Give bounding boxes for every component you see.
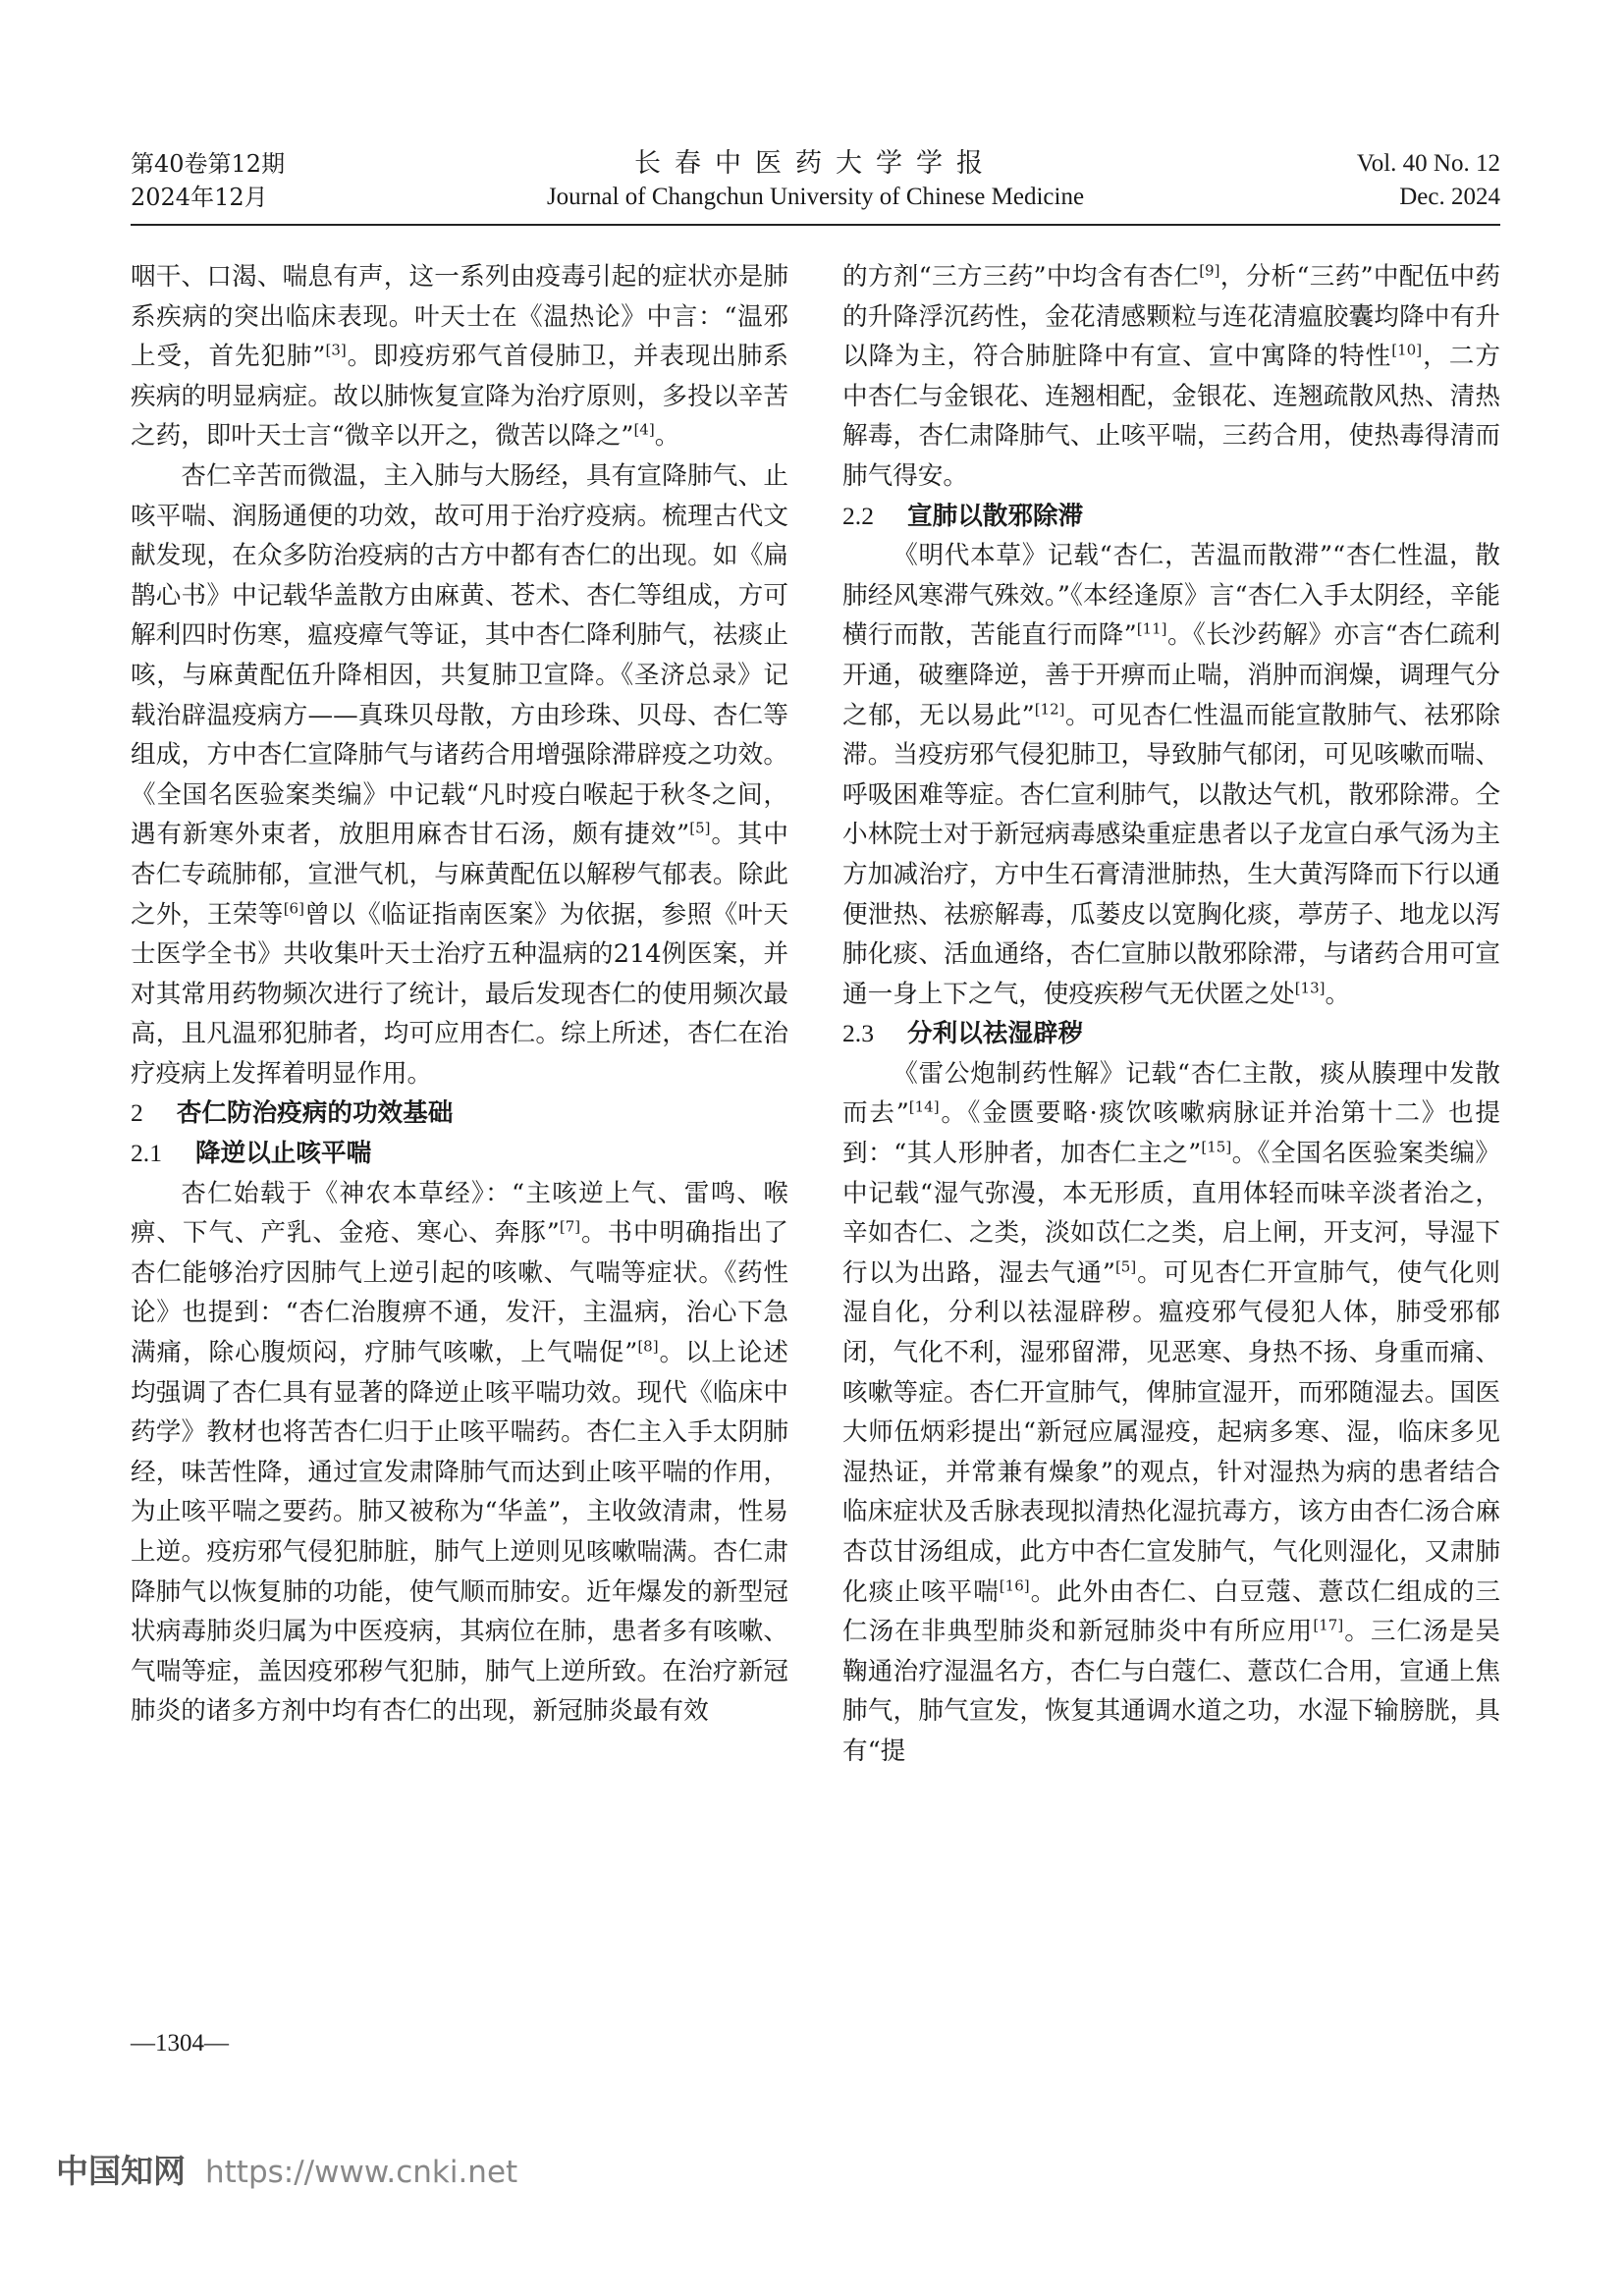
citation[interactable]: [14] <box>908 1097 940 1116</box>
paragraph: 杏仁始载于《神农本草经》：“主咳逆上气、雷鸣、喉痹、下气、产乳、金疮、寒心、奔豚”[7]。书中明确指出了杏仁能够治疗因肺气上逆引起的咳嗽、气喘等症状。《药性论》也提到：“杏仁治腹痹不通，发汗，主温病，治心下急满痛，除心腹烦闷，疗肺气咳嗽，上气喘促”[8]。以上论述均强调了杏仁具有显著的降逆止咳平喘功效。现代《临床中药学》教材也将苦杏仁归于止咳平喘药。杏仁主入手太阴肺经，味苦性降，通过宣发肃降肺气而达到止咳平喘的作用，为止咳平喘之要药。肺又被称为“华盖”，主收敛清肃，性易上逆。疫疠邪气侵犯肺脏，肺气上逆则见咳嗽喘满。杏仁肃降肺气以恢复肺的功能，使气顺而肺安。近年爆发的新型冠状病毒肺炎归属为中医疫病，其病位在肺，患者多有咳嗽、气喘等症，盖因疫邪秽气犯肺，肺气上逆所致。在治疗新冠肺炎的诸多方剂中均有杏仁的出现，新冠肺炎最有效 <box>131 1178 788 1727</box>
citation[interactable]: [10] <box>1391 341 1423 359</box>
citation[interactable]: [11] <box>1136 619 1167 638</box>
citation[interactable]: [17] <box>1313 1616 1344 1634</box>
paragraph: 咽干、口渴、喘息有声，这一系列由疫毒引起的症状亦是肺系疾病的突出临床表现。叶天士在《温热论》中言：“温邪上受，首先犯肺”[3]。即疫疠邪气首侵肺卫，并表现出肺系疾病的明显病症。故以肺恢复宣降为治疗原则，多投以辛苦之药，即叶天士言“微辛以开之，微苦以降之”[4]。 <box>131 262 788 452</box>
citation[interactable]: [5] <box>689 819 711 837</box>
cnki-url[interactable]: https://www.cnki.net <box>205 2155 518 2190</box>
subsection-heading: 2.1 降逆以止咳平喘 <box>131 1139 372 1169</box>
subsection-heading: 2.2 宣肺以散邪除滞 <box>842 501 1084 531</box>
subsection-heading: 2.3 分利以祛湿辟秽 <box>842 1019 1084 1049</box>
citation[interactable]: [9] <box>1199 261 1220 280</box>
cnki-watermark <box>56 2146 517 2192</box>
citation[interactable]: [6] <box>283 898 304 917</box>
journal-title-cn: 长春中医药大学学报 <box>634 148 997 179</box>
issue-date: 2024年12月 <box>131 184 268 211</box>
citation[interactable]: [8] <box>637 1337 659 1356</box>
citation[interactable]: [13] <box>1294 979 1326 997</box>
citation[interactable]: [3] <box>325 341 347 359</box>
paragraph: 《明代本草》记载“杏仁，苦温而散滞”“杏仁性温，散肺经风寒滞气殊效。”《本经逢原》言“杏仁入手太阴经，辛能横行而散，苦能直行而降”[11]。《长沙药解》亦言“杏仁疏利开通，破壅降逆，善于开痹而止喘，消肿而润燥，调理气分之郁，无以易此”[12]。可见杏仁性温而能宣散肺气、祛邪除滞。当疫疠邪气侵犯肺卫，导致肺气郁闭，可见咳嗽而喘、呼吸困难等症。杏仁宣利肺气，以散达气机，散邪除滞。仝小林院士对于新冠病毒感染重症患者以子龙宣白承气汤为主方加减治疗，方中生石膏清泄肺热，生大黄泻降而下行以通便泄热、祛瘀解毒，瓜蒌皮以宽胸化痰，葶苈子、地龙以泻肺化痰、活血通络，杏仁宣肺以散邪除滞，与诸药合用可宣通一身上下之气，使疫疾秽气无伏匿之处[13]。 <box>842 541 1500 1009</box>
issue-date-en: Dec. 2024 <box>1399 184 1500 210</box>
journal-title <box>131 147 1500 214</box>
header-rule <box>131 224 1500 226</box>
citation[interactable]: [4] <box>633 420 655 439</box>
left-column <box>131 257 788 1732</box>
citation[interactable]: [15] <box>1201 1138 1232 1156</box>
journal-title-en: Journal of Changchun University of Chinese Medicine <box>546 184 1085 210</box>
volume-issue: 第40卷第12期 <box>131 150 286 178</box>
right-column <box>842 257 1500 1772</box>
section-heading: 2 杏仁防治疫病的功效基础 <box>131 1098 454 1129</box>
paragraph: 《雷公炮制药性解》记载“杏仁主散，痰从腠理中发散而去”[14]。《金匮要略·痰饮咳嗽病脉证并治第十二》也提到：“其人形肿者，加杏仁主之”[15]。《全国名医验案类编》中记载“湿气弥漫，本无形质，直用体轻而味辛淡者治之，辛如杏仁、之类，淡如苡仁之类，启上闸，开支河，导湿下行以为出路，湿去气通”[5]。可见杏仁开宣肺气，使气化则湿自化，分利以祛湿辟秽。瘟疫邪气侵犯人体，肺受邪郁闭，气化不利，湿邪留滞，见恶寒、身热不扬、身重而痛、咳嗽等症。杏仁开宣肺气，俾肺宣湿开，而邪随湿去。国医大师伍炳彩提出“新冠应属湿疫，起病多寒、湿，临床多见湿热证，并常兼有燥象”的观点，针对湿热为病的患者结合临床症状及舌脉表现拟清热化湿抗毒方，该方由杏仁汤合麻杏苡甘汤组成，此方中杏仁宣发肺气，气化则湿化，又肃肺化痰止咳平喘[16]。此外由杏仁、白豆蔻、薏苡仁组成的三仁汤在非典型肺炎和新冠肺炎中有所应用[17]。三仁汤是吴鞠通治疗湿温名方，杏仁与白蔻仁、薏苡仁合用，宣通上焦肺气，肺气宣发，恢复其通调水道之功，水湿下输膀胱，具有“提 <box>842 1058 1500 1766</box>
citation[interactable]: [5] <box>1114 1257 1137 1276</box>
citation[interactable]: [16] <box>999 1576 1030 1595</box>
running-header <box>131 147 1500 224</box>
cnki-brand: 中国知网 <box>56 2152 186 2190</box>
paragraph: 杏仁辛苦而微温，主入肺与大肠经，具有宣降肺气、止咳平喘、润肠通便的功效，故可用于治疗疫病。梳理古代文献发现，在众多防治疫病的古方中都有杏仁的出现。如《扁鹊心书》中记载华盖散方由麻黄、苍术、杏仁等组成，方可解利四时伤寒，瘟疫瘴气等证，其中杏仁降利肺气，祛痰止咳，与麻黄配伍升降相因，共复肺卫宣降。《圣济总录》记载治辟温疫病方——真珠贝母散，方由珍珠、贝母、杏仁等组成，方中杏仁宣降肺气与诸药合用增强除滞辟疫之功效。《全国名医验案类编》中记载“凡时疫白喉起于秋冬之间，遇有新寒外束者，放胆用麻杏甘石汤，颇有捷效”[5]。其中杏仁专疏肺郁，宣泄气机，与麻黄配伍以解秽气郁表。除此之外，王荣等[6]曾以《临证指南医案》为依据，参照《叶天士医学全书》共收集叶天士治疗五种温病的214例医案，并对其常用药物频次进行了统计，最后发现杏仁的使用频次最高，且凡温邪犯肺者，均可应用杏仁。综上所述，杏仁在治疗疫病上发挥着明显作用。 <box>131 460 788 1089</box>
volume-issue-en: Vol. 40 No. 12 <box>1356 150 1500 177</box>
issue-info-en <box>1357 147 1500 214</box>
paragraph: 的方剂“三方三药”中均含有杏仁[9]，分析“三药”中配伍中药的升降浮沉药性，金花清感颗粒与连花清瘟胶囊均降中有升以降为主，符合肺脏降中有宣、宣中寓降的特性[10]，二方中杏仁与金银花、连翘相配，金银花、连翘疏散风热、清热解毒，杏仁肃降肺气、止咳平喘，三药合用，使热毒得清而肺气得安。 <box>842 261 1501 491</box>
page-number: —1304— <box>131 2030 229 2056</box>
citation[interactable]: [7] <box>559 1217 581 1236</box>
citation[interactable]: [12] <box>1034 700 1065 718</box>
